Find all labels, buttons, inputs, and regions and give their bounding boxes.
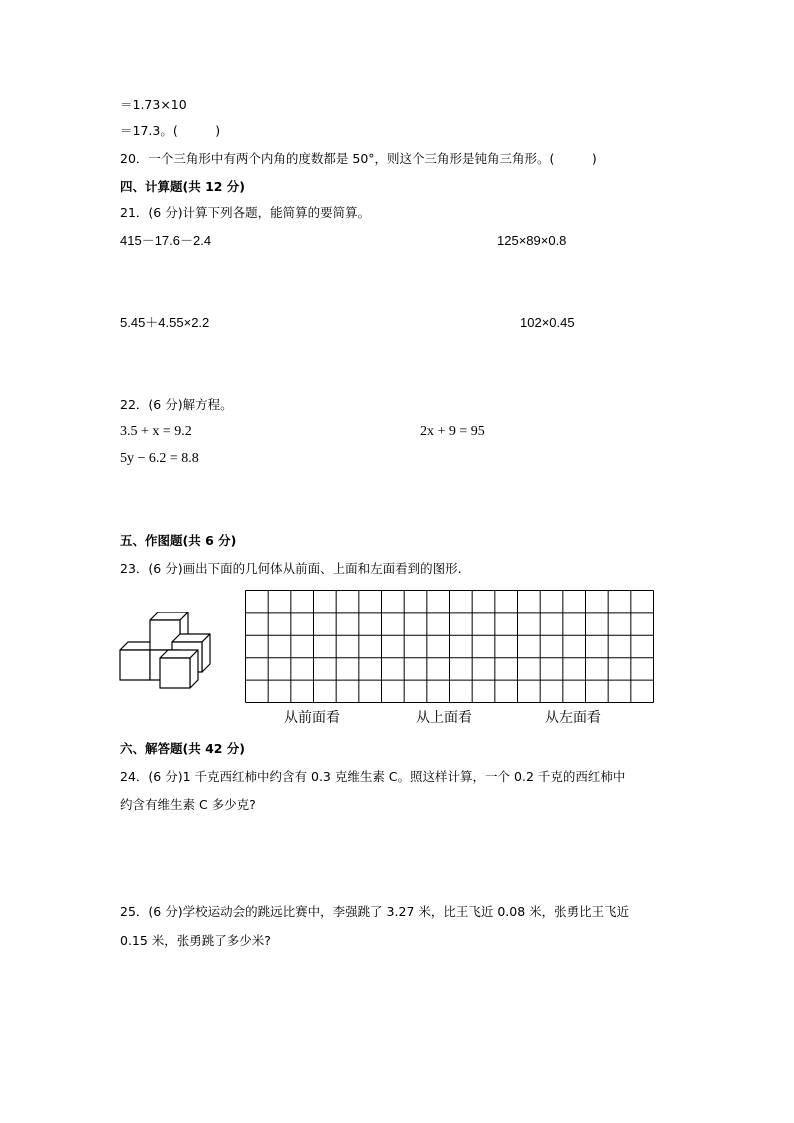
caption-front-view: 从前面看 <box>284 710 340 726</box>
question-24-line-1: 24．(6 分)1 千克西红柿中约含有 0.3 克维生素 C。照这样计算，一个 0.2 千克的西红柿中 <box>120 769 626 784</box>
question-25-line-2: 0.15 米，张勇跳了多少米? <box>120 933 271 948</box>
equation-2: 2x + 9 = 95 <box>420 424 485 439</box>
caption-top-view: 从上面看 <box>416 710 472 726</box>
question-24-line-2: 约含有维生素 C 多少克? <box>120 797 256 812</box>
question-23: 23．(6 分)画出下面的几何体从前面、上面和左面看到的图形. <box>120 561 462 576</box>
section-6-heading: 六、解答题(共 42 分) <box>120 741 246 756</box>
question-20: 20．一个三角形中有两个内角的度数都是 50°，则这个三角形是钝角三角形。( ) <box>120 151 597 166</box>
caption-left-view: 从左面看 <box>545 710 601 726</box>
calc-item-4: 102×0.45 <box>520 315 575 330</box>
calc-item-1: 415－17.6－2.4 <box>120 233 212 248</box>
calc-item-2: 125×89×0.8 <box>497 233 567 248</box>
question-25-line-1: 25．(6 分)学校运动会的跳远比赛中，李强跳了 3.27 米，比王飞近 0.08 米，张勇比王飞近 <box>120 904 630 919</box>
cube-solid-figure <box>118 612 218 696</box>
drawing-grid[interactable] <box>245 590 655 704</box>
calc-line-1: ＝1.73×10 <box>120 97 187 112</box>
calc-line-2: ＝17.3。( ) <box>120 123 221 138</box>
calc-item-3: 5.45＋4.55×2.2 <box>120 315 210 330</box>
question-22: 22．(6 分)解方程。 <box>120 397 233 412</box>
question-21: 21．(6 分)计算下列各题，能简算的要简算。 <box>120 205 371 220</box>
equation-1: 3.5 + x = 9.2 <box>120 424 192 439</box>
section-4-heading: 四、计算题(共 12 分) <box>120 179 246 194</box>
section-5-heading: 五、作图题(共 6 分) <box>120 533 237 548</box>
equation-3: 5y − 6.2 = 8.8 <box>120 451 199 466</box>
